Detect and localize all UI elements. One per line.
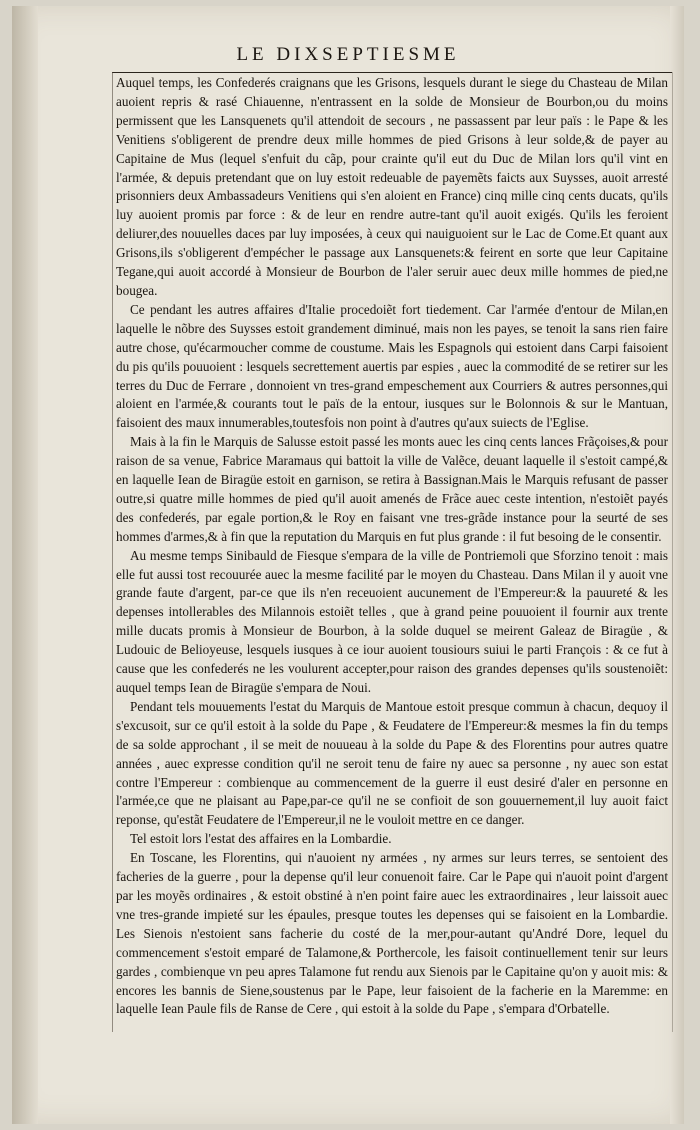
paragraph-7: En Toscane, les Florentins, qui n'auoient ny armées , ny armes sur leurs terres, se sentoient des facheries de la guerre , pour la depense qu'il leur conuenoit faire. Car le Pape qui n'auoit point d'argent par les moyẽs ordinaires , & estoit obstiné à n'en point faire auec les extraordinaires , leur laissoit auec vne tres-grande impieté sur les épaules, presque toutes les depenses qui se faisoient en la Lombardie. Les Sienois n'estoient sans facherie du costé de la mer,pour-autant qu'André Dore, lequel du commencement s'estoit emparé de Talamone,& Porthercole, les faisoit continuellement tenir sur leurs gardes , combienque vn peu apres Talamone fut rendu aux Sienois par le Capitaine qu'on y auoit mis: & encores les bannis de Siene,soustenus par le Pape, leur faisoient de la facherie en la Maremme: en laquelle Iean Paule fils de Ranse de Cere , qui estoit à la solde du Pape , s'empara d'Orbatelle. <box>116 850 668 1017</box>
running-header: LE DIXSEPTIESME <box>236 44 460 65</box>
paragraph-1: Auquel temps, les Confederés craignans que les Grisons, lesquels durant le siege du Chasteau de Milan auoient repris & rasé Chiauenne, n'entrassent en la solde de Monsieur de Bourbon,ou du moins permissent que les Lansquenets qu'il attendoit de secours , ne passassent par leur païs : le Pape & les Venitiens s'obligerent de prendre deux mille hommes de pied Grisons à leur solde,& de payer au Capitaine de Mus (lequel s'enfuit du cãp, pour crainte qu'il eut du Duc de Milan lors qu'il vint en l'armée, & depuis pretendant que on luy estoit redeuable de payemẽts faicts aux Suysses, auoit arresté prisonniers deux Ambassadeurs Venitiens qui s'en aloient en France) cinq mille cinq cents ducats, qu'ils luy auoient promis par force : & de leur en rendre autre-tant qu'il auoit exigés. Qu'ils les feroient deliurer,des nouuelles daces par luy imposées, à ceux qui nauiguoient sur le Lac de Come.Et quant aux Grisons,ils s'obligerent d'empécher le passage aux Lansquenets:& feirent en sorte que leur Capitaine Tegane,qui auoit accordé à Monsieur de Bourbon de l'aler seruir auec deux mille hommes de pied,ne bougea. <box>116 75 668 298</box>
page-gutter <box>12 6 38 1124</box>
paragraph-6: Tel estoit lors l'estat des affaires en la Lombardie. <box>130 831 392 847</box>
paragraph-4: Au mesme temps Sinibauld de Fiesque s'empara de la ville de Pontriemoli que Sforzino tenoit : mais elle fut aussi tost recouurée auec la mesme facilité par le moyen du Chasteau. Dans Milan il y auoit vne grande faute d'argent, par-ce que ils n'en receuoient aucunement de l'Empereur:& la pauureté & les depenses intollerables des Milannois estoiẽt telles , que à grand peine pouuoient il fournir aux trente mille ducats promis à Monsieur de Bourbon, à la solde duquel se meirent Galeaz de Biragüe , & Ludouic de Belioyeuse, lesquels iusques à ce iour auoient tousiours suiui le parti François : & ce fut à cause que les confederés ne les voulurent accepter,pour raison des grandes depenses qu'ils soustenoiẽt: auquel temps Iean de Biragüe s'empara de Noui. <box>116 547 668 695</box>
book-page <box>12 6 684 1124</box>
paragraph-5: Pendant tels mouuements l'estat du Marquis de Mantoue estoit presque commun à chacun, dequoy il s'excusoit, sur ce qu'il estoit à la solde du Pape , & Feudatere de l'Empereur:& mesmes la fin du temps de sa solde approchant , il se meit de nouueau à la solde du Pape & des Florentins pour autres quatre années , auec expresse condition qu'il ne seroit tenu de faire ny auec sa personne , ny auec son estat contre l'Empereur : combienque au commencement de la guerre il eust desiré d'aler en personne en l'armée,ce que ne plaisant au Pape,par-ce qu'il ne se confioit de son gouuernement,il luy auoit faict reponse, qu'estãt Feudatere de l'Empereur,il ne le vouloit mettre en ce danger. <box>116 698 668 828</box>
margin-line-left <box>112 72 113 1032</box>
paragraph-3: Mais à la fin le Marquis de Salusse estoit passé les monts auec les cinq cents lances Frãçoises,& pour raison de sa venue, Fabrice Maramaus qui battoit la ville de Valẽce, deuant laquelle il s'estoit campé,& en laquelle Iean de Biragüe estoit en garnison, se retira à Bassignan.Mais le Marquis refusant de passer outre,si quatre mille hommes de pied qu'il auoit amenés de Frãce auec ceste intention, n'estoiẽt payés des confederés, par egale portion,& le Roy en faisant vne tres-grãde instance pour la seurté de ses hommes d'armes,& à fin que la reputation du Marquis en fut plus grande : il fut besoing de le consentir. <box>116 434 668 544</box>
header-rule <box>112 72 672 73</box>
margin-line-right <box>672 72 673 1032</box>
paragraph-2: Ce pendant les autres affaires d'Italie procedoiẽt fort tiedement. Car l'armée d'entour de Milan,en laquelle le nõbre des Suysses estoit grandement diminué, mais non les payes, se tenoit la sans rien faire autre chose, qu'écarmoucher comme de coustume. Mais les Espagnols qui estoient dans Carpi faisoient du pis qu'ils pouuoient : lesquels secrettement auertis par espies , auec la commodité de se retirer sur les terres du Duc de Ferrare , donnoient vn tres-grand empeschement aux Courriers & autres personnes,qui aloient en l'armée,& courants tout le païs de la entour, iusques sur le Bolonnois & sur le Mantuan, faisoient des maux innumerables,toutesfois non point à d'autres qu'aux suiects de l'Eglise. <box>116 301 668 431</box>
body-text <box>116 74 668 1019</box>
